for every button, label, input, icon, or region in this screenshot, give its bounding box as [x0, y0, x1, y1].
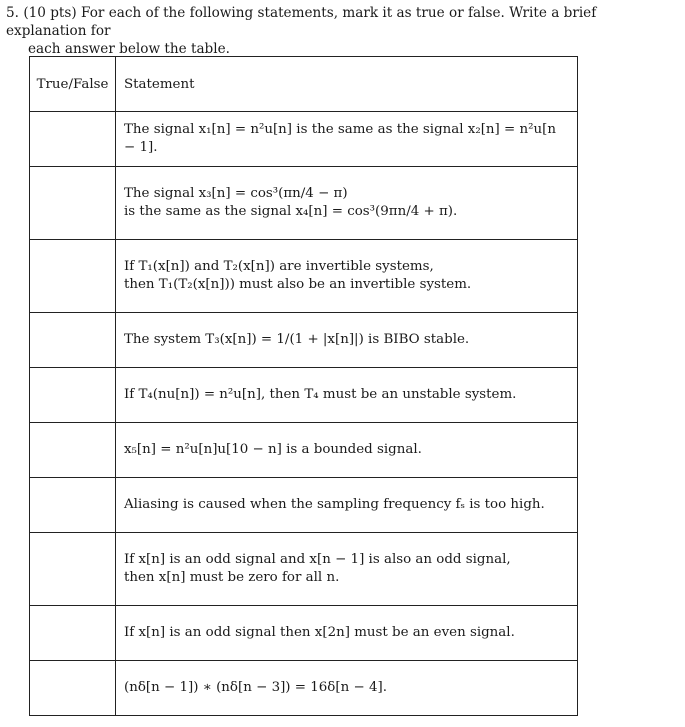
answer-cell-7[interactable]: [30, 478, 116, 533]
header-true-false: True/False: [30, 57, 116, 112]
statement-line: is the same as the signal x₄[n] = cos³(9πn/4 + π).: [124, 204, 458, 219]
answer-cell-4[interactable]: [30, 313, 116, 368]
statement-line: If T₄(nu[n]) = n²u[n], then T₄ must be an unstable system.: [124, 387, 517, 402]
statement-cell-7: [116, 478, 578, 533]
answer-cell-10[interactable]: [30, 661, 116, 716]
statement-cell-8: [116, 533, 578, 606]
answer-cell-3[interactable]: [30, 240, 116, 313]
table-row: [30, 606, 578, 661]
table-row: [30, 478, 578, 533]
statement-cell-1: [116, 112, 578, 167]
header-statement: Statement: [116, 57, 578, 112]
problem-statement: [6, 4, 678, 58]
statement-cell-3: [116, 240, 578, 313]
true-false-table: [29, 56, 578, 716]
answer-cell-9[interactable]: [30, 606, 116, 661]
statement-cell-2: [116, 167, 578, 240]
table-row: [30, 661, 578, 716]
answer-cell-6[interactable]: [30, 423, 116, 478]
table-row: [30, 368, 578, 423]
statement-cell-4: [116, 313, 578, 368]
statement-line: then T₁(T₂(x[n])) must also be an invertible system.: [124, 277, 472, 292]
table-row: [30, 533, 578, 606]
statement-line: (nδ[n − 1]) ∗ (nδ[n − 3]) = 16δ[n − 4].: [124, 680, 387, 695]
statement-line: x₅[n] = n²u[n]u[10 − n] is a bounded signal.: [124, 442, 422, 457]
answer-cell-5[interactable]: [30, 368, 116, 423]
statement-line: If x[n] is an odd signal then x[2n] must be an even signal.: [124, 625, 515, 640]
answer-cell-2[interactable]: [30, 167, 116, 240]
statement-line: then x[n] must be zero for all n.: [124, 570, 340, 585]
statement-line: If x[n] is an odd signal and x[n − 1] is also an odd signal,: [124, 552, 511, 567]
statement-line: The signal x₃[n] = cos³(πn/4 − π): [124, 186, 348, 201]
table-header-row: [30, 57, 578, 112]
statement-line: Aliasing is caused when the sampling frequency fₛ is too high.: [124, 497, 545, 512]
answer-cell-1[interactable]: [30, 112, 116, 167]
problem-text-1: For each of the following statements, mark it as true or false. Write a brief explanation for: [6, 5, 597, 39]
statement-cell-10: [116, 661, 578, 716]
problem-number: 5.: [6, 5, 19, 21]
problem-line-1: [6, 4, 678, 40]
table-row: [30, 167, 578, 240]
statement-cell-9: [116, 606, 578, 661]
statement-line: The signal x₁[n] = n²u[n] is the same as the signal x₂[n] = n²u[n − 1].: [124, 122, 556, 155]
table-row: [30, 423, 578, 478]
statement-cell-5: [116, 368, 578, 423]
table-row: [30, 240, 578, 313]
statement-line: If T₁(x[n]) and T₂(x[n]) are invertible systems,: [124, 259, 434, 274]
table-row: [30, 313, 578, 368]
table-row: [30, 112, 578, 167]
answer-cell-8[interactable]: [30, 533, 116, 606]
problem-points: (10 pts): [23, 5, 77, 21]
statement-line: The system T₃(x[n]) = 1/(1 + |x[n]|) is BIBO stable.: [124, 332, 470, 347]
problem-line-2: each answer below the table.: [28, 41, 230, 57]
statement-cell-6: [116, 423, 578, 478]
